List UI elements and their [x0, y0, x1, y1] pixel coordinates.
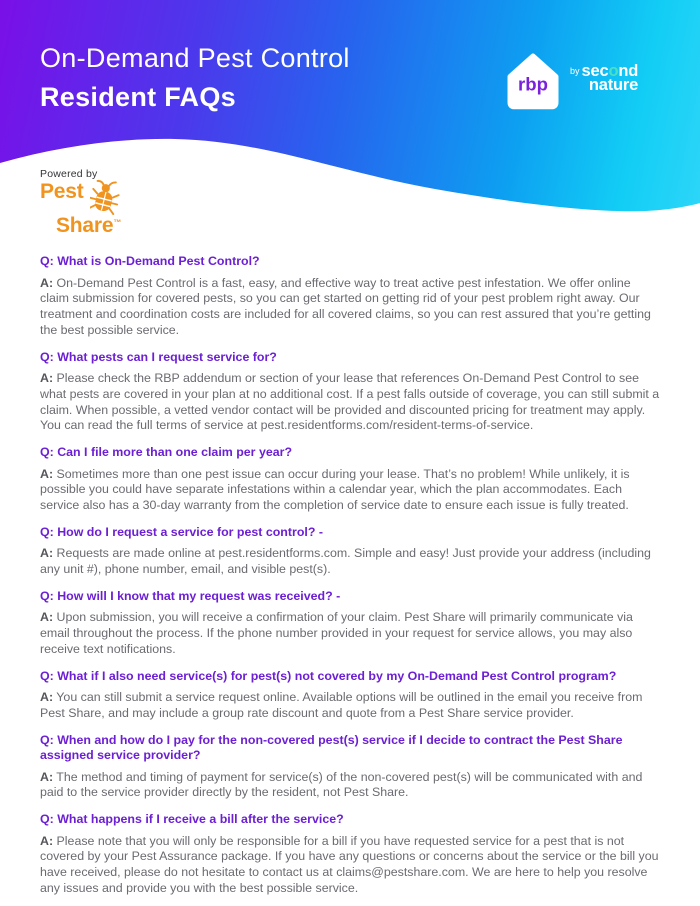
answer-prefix: A:	[40, 371, 54, 385]
answer-text: Requests are made online at pest.residentforms.com. Simple and easy! Just provide your address (including any unit #), phone number, email, and visible pest(s).	[40, 546, 651, 576]
faq-answer	[40, 690, 660, 722]
faq-question: Q: What is On-Demand Pest Control?	[40, 254, 260, 268]
header-banner	[0, 0, 700, 250]
page-subtitle: Resident FAQs	[40, 82, 236, 113]
faq-answer	[40, 610, 660, 657]
page-title-block	[40, 42, 350, 114]
second-nature-o-mark: o	[608, 62, 619, 80]
faq-question: Q: How will I know that my request was received? -	[40, 588, 341, 603]
answer-text: Please check the RBP addendum or section of your lease that references On-Demand Pest Control to see what pests are covered in your plan at no additional cost. If a pest falls outside of coverage, you can still submit a claim. When possible, a vetted vendor contact will be provided and discounted pricing for treatment may apply. You can read the full terms of service at pest.residentforms.com/resident-terms-of-service.	[40, 371, 660, 433]
rbp-logo-text: rbp	[518, 73, 548, 95]
faq-question: Q: What happens if I receive a bill after the service?	[40, 812, 344, 826]
beetle-icon	[90, 178, 122, 218]
faq-item	[40, 669, 660, 722]
pest-wordmark: Pest	[40, 180, 84, 203]
faq-list	[0, 250, 700, 897]
page-title: On-Demand Pest Control	[40, 43, 350, 73]
faq-item	[40, 445, 660, 514]
answer-text: The method and timing of payment for service(s) of the non-covered pest(s) will be communicated with and paid to the service provider directly by the resident, not Pest Share.	[40, 769, 643, 800]
share-wordmark: Share	[56, 214, 114, 237]
answer-prefix: A:	[40, 690, 54, 704]
faq-item	[40, 350, 660, 435]
faq-question: Q: Can I file more than one claim per year?	[40, 445, 293, 459]
answer-prefix: A:	[40, 610, 54, 625]
rbp-logo-icon	[503, 52, 563, 112]
answer-prefix: A:	[40, 833, 54, 848]
answer-text: Please note that you will only be responsible for a bill if you have requested service for a pest that is not covered by your Pest Assurance package. If you have any questions or concerns about the service or the bill you have received, please do not hesitate to contact us at claims@pestshare.com. We are here to help you resolve any issues and provide you with the best possible service.	[40, 833, 659, 895]
by-label: by	[570, 66, 580, 76]
faq-answer	[40, 371, 660, 434]
faq-item	[40, 812, 660, 897]
faq-item	[40, 254, 660, 339]
answer-text: Sometimes more than one pest issue can occur during your lease. That’s no problem! While unlikely, it is possible you could have separate infestations within a calendar year, which the plan accommodates. Each service also has a 30-day warranty from the completion of service date to ensure each issue is fully treated.	[40, 466, 630, 512]
brand-lockup	[503, 52, 638, 112]
second-nature-wordmark	[581, 62, 639, 94]
faq-answer	[40, 467, 660, 514]
nature-word: nature	[588, 75, 639, 94]
second-nature-logo	[570, 62, 639, 94]
pest-share-logo	[40, 168, 122, 236]
faq-item	[40, 525, 660, 578]
trademark-symbol: ™	[113, 218, 122, 227]
faq-question: Q: What pests can I request service for?	[40, 349, 277, 364]
answer-prefix: A:	[40, 275, 54, 290]
faq-answer	[40, 770, 660, 802]
answer-prefix: A:	[40, 769, 54, 784]
answer-text: Upon submission, you will receive a confirmation of your claim. Pest Share will primarily communicate via email throughout the process. If the phone number provided in your request for service allows, you may also receive text notifications.	[40, 610, 633, 656]
answer-text: You can still submit a service request online. Available options will be outlined in the email you receive from Pest Share, and may include a group rate discount and quote from a Pest Share service provider.	[40, 690, 643, 720]
faq-answer	[40, 546, 660, 578]
faq-question: Q: How do I request a service for pest control? -	[40, 524, 323, 539]
faq-item	[40, 733, 660, 802]
answer-prefix: A:	[40, 466, 54, 481]
powered-by-label: Powered by	[40, 168, 98, 180]
answer-text: On-Demand Pest Control is a fast, easy, and effective way to treat active pest infestation. We offer online claim submission for covered pests, so you can get started on getting rid of your pest problem right away. Our treatment and coordination costs are included for all covered claims, so you can rest assured that you’re getting the best possible service.	[40, 275, 651, 337]
faq-item	[40, 589, 660, 658]
answer-prefix: A:	[40, 546, 54, 561]
second-word: second	[581, 62, 639, 80]
faq-question: Q: When and how do I pay for the non-covered pest(s) service if I decide to contract the Pest Share assigned service provider?	[40, 732, 623, 762]
faq-answer	[40, 276, 660, 339]
faq-answer	[40, 834, 660, 897]
faq-question: Q: What if I also need service(s) for pest(s) not covered by my On-Demand Pest Control program?	[40, 668, 617, 683]
